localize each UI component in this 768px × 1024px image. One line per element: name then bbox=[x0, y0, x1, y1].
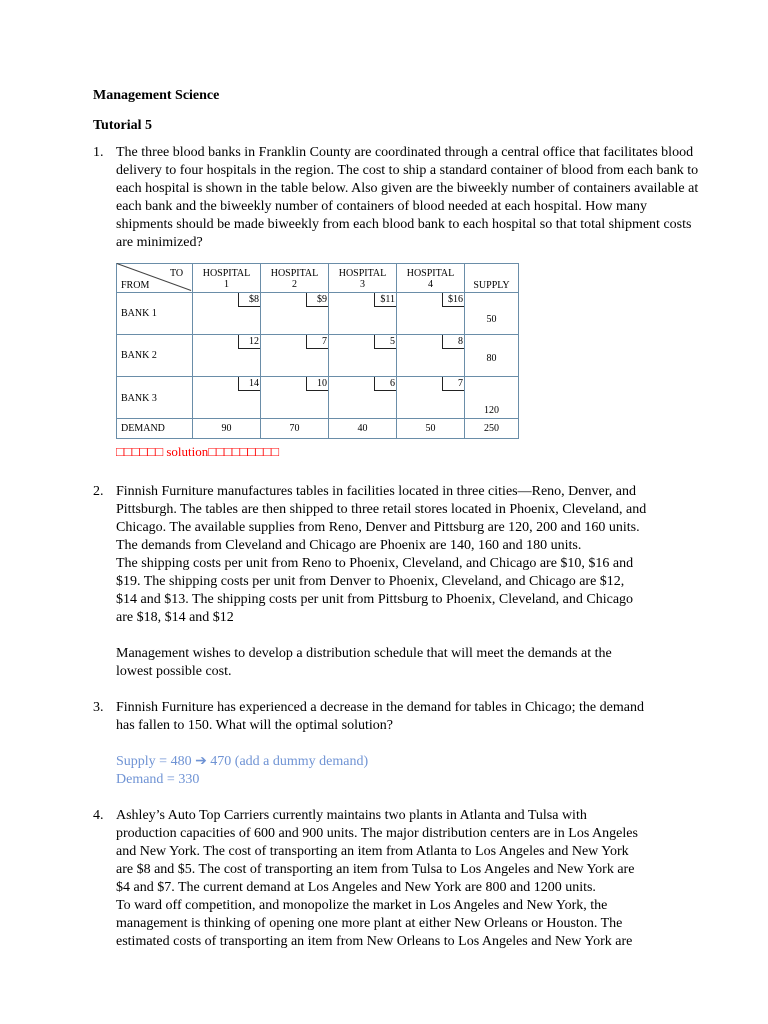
transportation-table bbox=[116, 263, 519, 439]
question-2 bbox=[93, 483, 705, 681]
text-line: are $18, $14 and $12 bbox=[116, 610, 234, 625]
cost-cell: 10 bbox=[306, 377, 328, 391]
question-3 bbox=[93, 699, 705, 789]
cost-cell: 5 bbox=[374, 335, 396, 349]
question-number: 1. bbox=[93, 145, 104, 160]
supply-value: 50 bbox=[486, 314, 497, 325]
text-line: $19. The shipping costs per unit from Denver to Phoenix, Cleveland, and Chicago are $12, bbox=[116, 574, 625, 589]
text-line: and New York. The cost of transporting an item from Atlanta to Los Angeles and New York bbox=[116, 844, 629, 859]
question-number: 3. bbox=[93, 700, 104, 715]
cost-cell: 7 bbox=[442, 377, 464, 391]
text-line: The shipping costs per unit from Reno to Phoenix, Cleveland, and Chicago are $10, $16 and bbox=[116, 556, 634, 571]
demand-hint: Demand = 330 bbox=[116, 772, 200, 787]
supply-header: SUPPLY bbox=[473, 280, 510, 291]
document-body bbox=[93, 86, 705, 951]
cost-cell: $11 bbox=[374, 293, 396, 307]
text-line: $4 and $7. The current demand at Los Angeles and New York are 800 and 1200 units. bbox=[116, 880, 596, 895]
supply-hint: Supply = 480 ➔ 470 (add a dummy demand) bbox=[116, 754, 369, 769]
text-line: Finnish Furniture manufactures tables in facilities located in three cities—Reno, Denver, and bbox=[116, 484, 637, 499]
hospital-4-header: HOSPITAL 4 bbox=[406, 268, 455, 290]
hospital-1-header: HOSPITAL 1 bbox=[202, 268, 251, 290]
text-line: production capacities of 600 and 900 units. The major distribution centers are in Los Angeles bbox=[116, 826, 638, 841]
demand-value: 50 bbox=[425, 423, 436, 434]
supply-value: 120 bbox=[484, 405, 499, 416]
bank-1-label: BANK 1 bbox=[121, 308, 157, 319]
cost-cell: 12 bbox=[238, 335, 260, 349]
question-number: 2. bbox=[93, 484, 104, 499]
text-line: Finnish Furniture has experienced a decrease in the demand for tables in Chicago; the demand bbox=[116, 700, 644, 715]
hospital-3-header: HOSPITAL 3 bbox=[338, 268, 387, 290]
bank-3-label: BANK 3 bbox=[121, 393, 157, 404]
bank-2-label: BANK 2 bbox=[121, 350, 157, 361]
cost-cell: 7 bbox=[306, 335, 328, 349]
text-line: The demands from Cleveland and Chicago are Phoenix are 140, 160 and 180 units. bbox=[116, 538, 582, 553]
text-line: Pittsburgh. The tables are then shipped to three retail stores located in Phoenix, Cleveland, and bbox=[116, 502, 647, 517]
course-title: Management Science bbox=[93, 88, 220, 103]
demand-value: 70 bbox=[289, 423, 300, 434]
text-line: are $8 and $5. The cost of transporting an item from Tulsa to Los Angeles and New York are bbox=[116, 862, 635, 877]
question-text: The three blood banks in Franklin County are coordinated through a central office that facilitates blood delivery to four hospitals in the region. The cost to ship a standard container of blood from each bank to each hospital is shown in the table below. Also given are the biweekly number of containers available at each bank and the biweekly number of containers of blood needed at each hospital. How many shipments should be made biweekly from each blood bank to each hospital so that total shipment costs are minimized? bbox=[116, 145, 699, 250]
text-line: estimated costs of transporting an item from New Orleans to Los Angeles and New York are bbox=[116, 934, 633, 949]
solution-link-note[interactable]: □□□□□□ solution□□□□□□□□□ bbox=[116, 444, 279, 459]
to-label: TO bbox=[170, 268, 184, 279]
question-4 bbox=[93, 807, 705, 951]
text-line: $14 and $13. The shipping costs per unit from Pittsburg to Phoenix, Cleveland, and Chicago bbox=[116, 592, 634, 607]
text-line: To ward off competition, and monopolize the market in Los Angeles and New York, the bbox=[116, 898, 608, 913]
demand-value: 40 bbox=[357, 423, 368, 434]
total-value: 250 bbox=[484, 423, 499, 434]
cost-cell: 8 bbox=[442, 335, 464, 349]
text-line: Ashley’s Auto Top Carriers currently maintains two plants in Atlanta and Tulsa with bbox=[116, 808, 587, 823]
cost-cell: $16 bbox=[442, 293, 464, 307]
hospital-2-header: HOSPITAL 2 bbox=[270, 268, 319, 290]
cost-cell: 14 bbox=[238, 377, 260, 391]
supply-value: 80 bbox=[486, 353, 497, 364]
demand-value: 90 bbox=[221, 423, 232, 434]
demand-label: DEMAND bbox=[121, 423, 165, 434]
cost-cell: $8 bbox=[238, 293, 260, 307]
question-number: 4. bbox=[93, 808, 104, 823]
text-line: lowest possible cost. bbox=[116, 664, 232, 679]
tutorial-title: Tutorial 5 bbox=[93, 118, 152, 133]
cost-cell: $9 bbox=[306, 293, 328, 307]
text-line: Management wishes to develop a distribution schedule that will meet the demands at the bbox=[116, 646, 612, 661]
question-1 bbox=[93, 144, 705, 461]
cost-cell: 6 bbox=[374, 377, 396, 391]
from-label: FROM bbox=[121, 280, 150, 291]
text-line: has fallen to 150. What will the optimal solution? bbox=[116, 718, 393, 733]
text-line: management is thinking of opening one more plant at either New Orleans or Houston. The bbox=[116, 916, 623, 931]
text-line: Chicago. The available supplies from Reno, Denver and Pittsburg are 120, 200 and 160 units. bbox=[116, 520, 640, 535]
